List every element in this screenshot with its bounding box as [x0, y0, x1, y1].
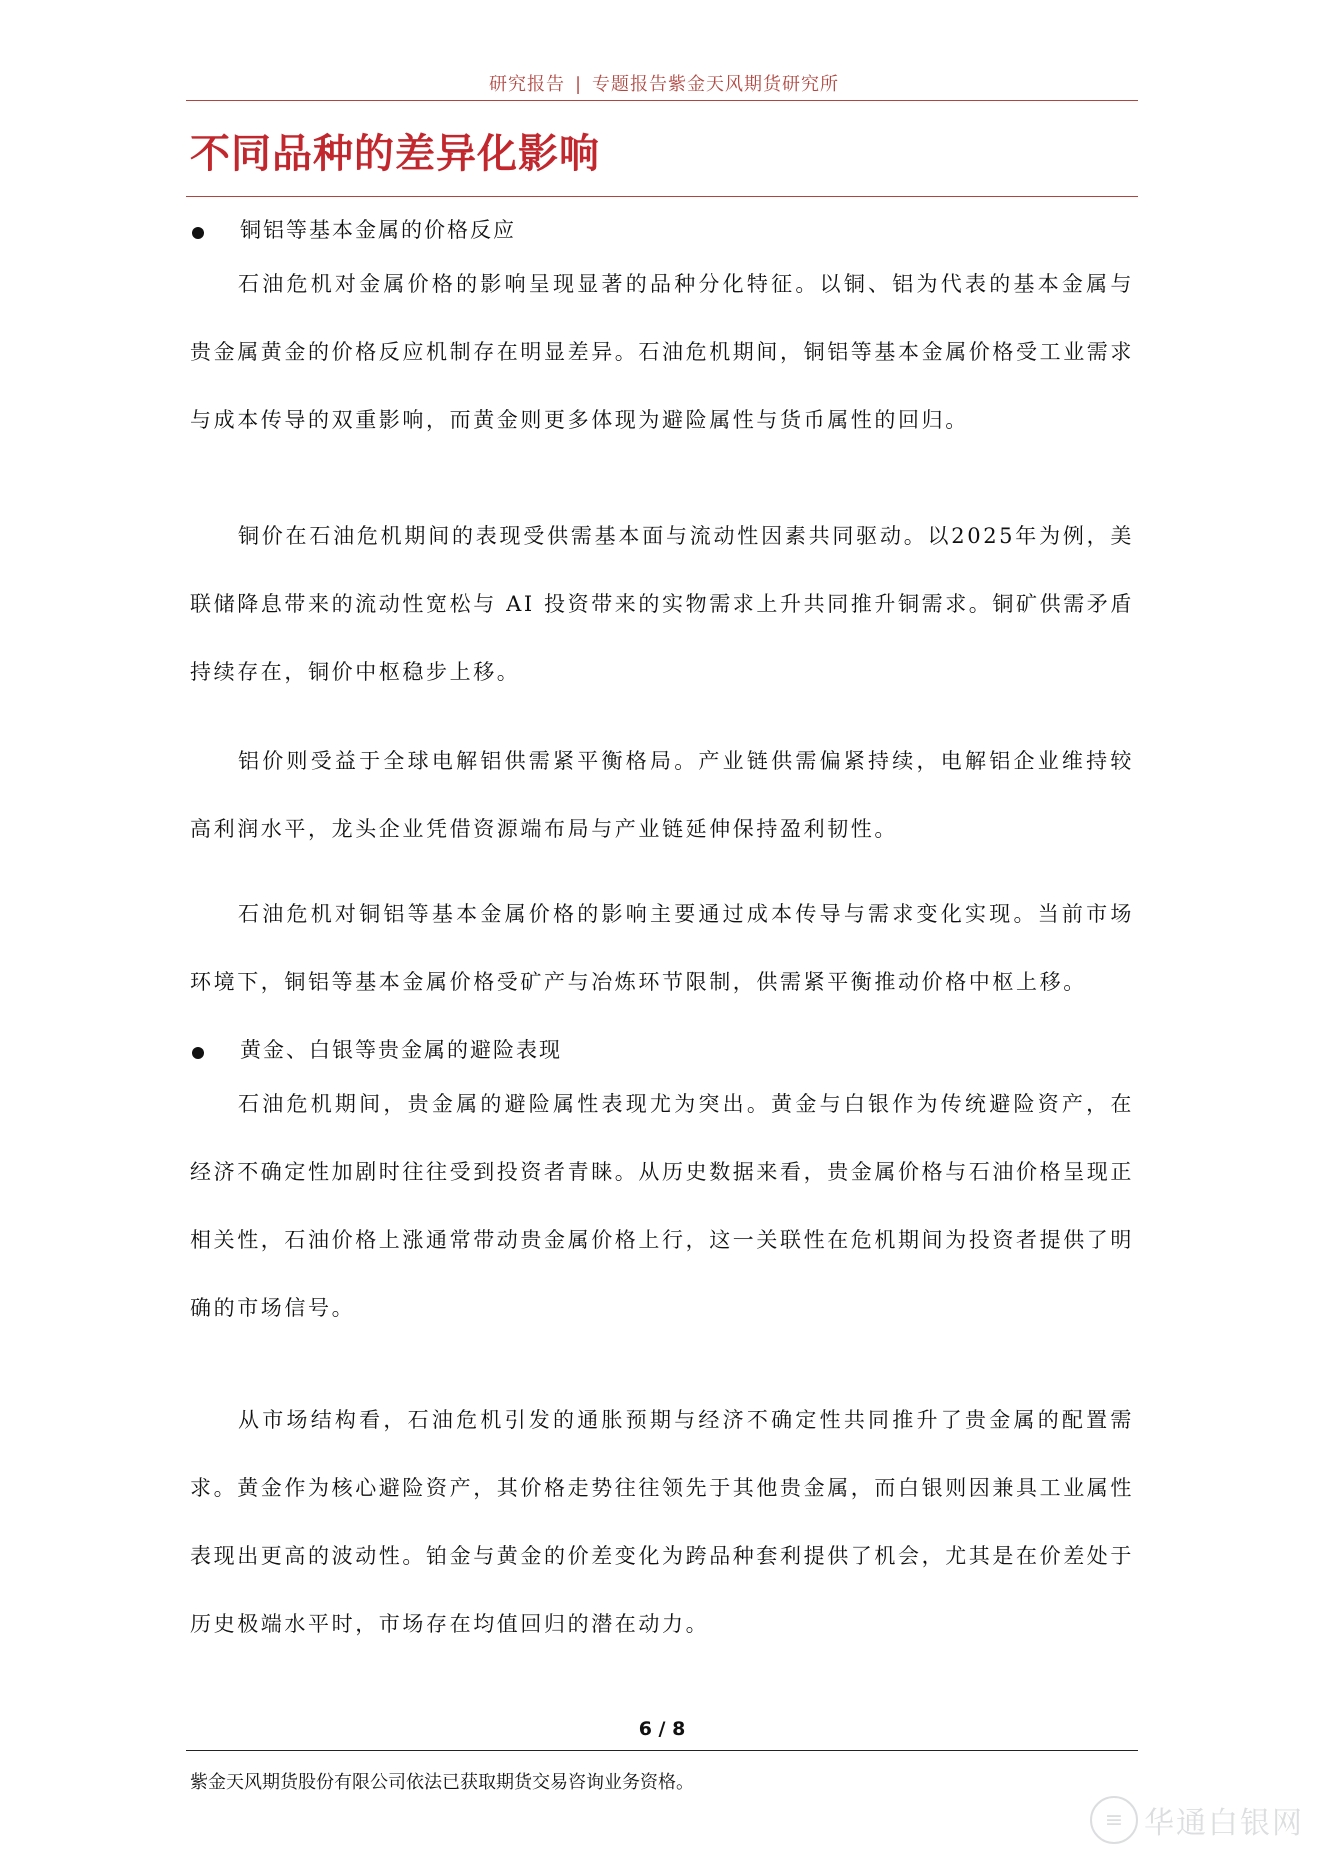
running-header: [190, 70, 1138, 96]
watermark: [1090, 1796, 1304, 1844]
paragraph: 从市场结构看，石油危机引发的通胀预期与经济不确定性共同推升了贵金属的配置需求。黄金作为核心避险资产，其价格走势往往领先于其他贵金属，而白银则因兼具工业属性表现出更高的波动性。铂金与黄金的价差变化为跨品种套利提供了机会，尤其是在价差处于历史极端水平时，市场存在均值回归的潜在动力。: [190, 1408, 1134, 1636]
paragraph: 石油危机期间，贵金属的避险属性表现尤为突出。黄金与白银作为传统避险资产，在经济不确定性加剧时往往受到投资者青睐。从历史数据来看，贵金属价格与石油价格呈现正相关性，石油价格上涨通常带动贵金属价格上行，这一关联性在危机期间为投资者提供了明确的市场信号。: [190, 1092, 1134, 1320]
title-rule: [186, 196, 1138, 197]
header-rule: [186, 100, 1138, 101]
watermark-logo-icon: ≡: [1090, 1796, 1138, 1844]
paragraph: 铜价在石油危机期间的表现受供需基本面与流动性因素共同驱动。以2025年为例，美联储降息带来的流动性宽松与 AI 投资带来的实物需求上升共同推升铜需求。铜矿供需矛盾持续存在，铜价中枢稳步上移。: [190, 524, 1135, 684]
paragraph: 石油危机对铜铝等基本金属价格的影响主要通过成本传导与需求变化实现。当前市场环境下，铜铝等基本金属价格受矿产与冶炼环节限制，供需紧平衡推动价格中枢上移。: [190, 902, 1134, 994]
bullet-icon: [192, 227, 204, 239]
header-report-type: 研究报告: [488, 74, 565, 95]
footer-disclaimer: 紫金天风期货股份有限公司依法已获取期货交易咨询业务资格。: [190, 1772, 694, 1793]
header-separator: |: [574, 74, 583, 95]
bullet-icon: [192, 1047, 204, 1059]
footer-rule: [186, 1750, 1138, 1751]
section-heading: [190, 214, 1134, 254]
page-title: 不同品种的差异化影响: [190, 131, 600, 177]
paragraph: 石油危机对金属价格的影响呈现显著的品种分化特征。以铜、铝为代表的基本金属与贵金属黄金的价格反应机制存在明显差异。石油危机期间，铜铝等基本金属价格受工业需求与成本传导的双重影响，而黄金则更多体现为避险属性与货币属性的回归。: [190, 272, 1134, 432]
page-number: 6 / 8: [638, 1718, 686, 1740]
section-heading: [190, 1034, 1134, 1074]
section-heading-text: 铜铝等基本金属的价格反应: [240, 218, 516, 242]
section-heading-text: 黄金、白银等贵金属的避险表现: [240, 1038, 562, 1062]
paragraph: 铝价则受益于全球电解铝供需紧平衡格局。产业链供需偏紧持续，电解铝企业维持较高利润水平，龙头企业凭借资源端布局与产业链延伸保持盈利韧性。: [190, 749, 1134, 841]
header-report-source: 专题报告紫金天风期货研究所: [592, 74, 840, 95]
watermark-text: 华通白银网: [1144, 1806, 1304, 1841]
